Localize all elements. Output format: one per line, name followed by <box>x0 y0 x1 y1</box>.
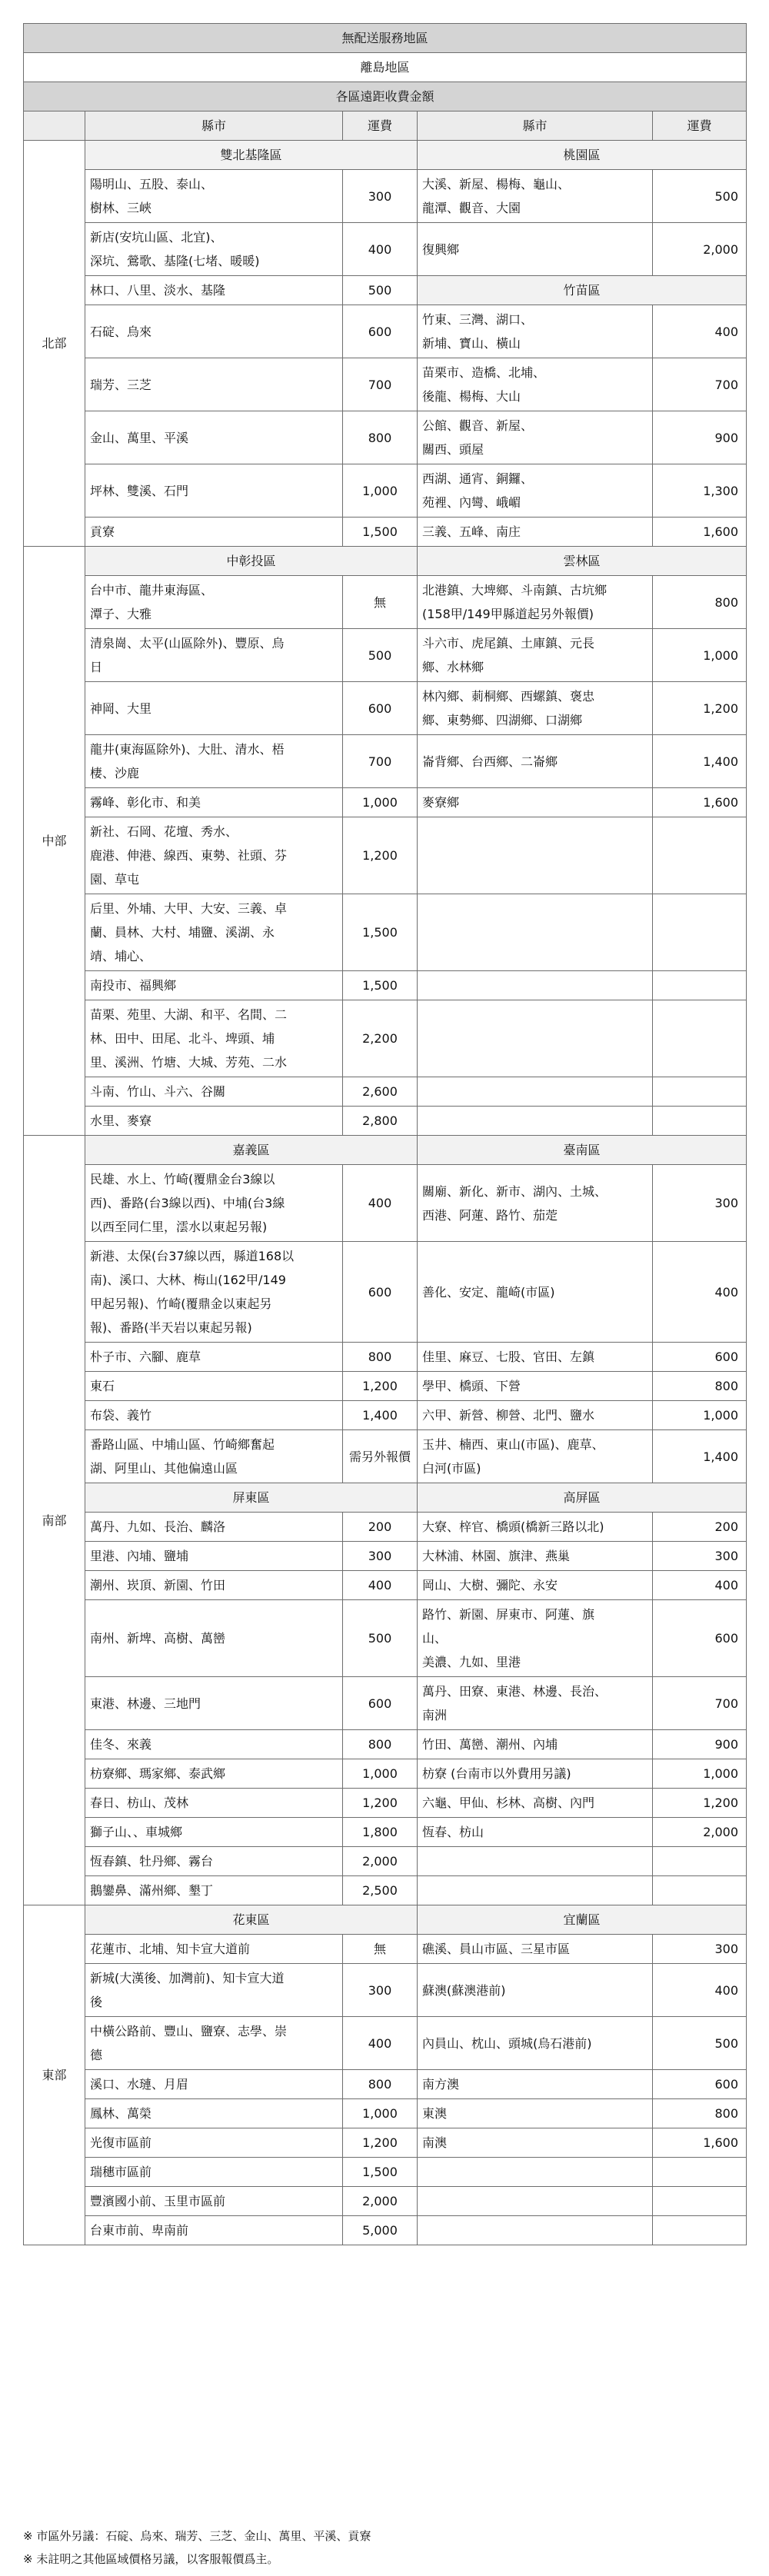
area-cell-right <box>418 2216 653 2245</box>
area-cell-right: 內員山、枕山、頭城(烏石港前) <box>418 2017 653 2070</box>
fee-cell-right: 1,200 <box>653 682 747 735</box>
fee-cell-right: 500 <box>653 170 747 223</box>
area-cell-left: 神岡、大里 <box>85 682 343 735</box>
fee-cell-right: 1,000 <box>653 629 747 682</box>
area-cell-left: 金山、萬里、平溪 <box>85 411 343 464</box>
area-cell-left: 台東市前、卑南前 <box>85 2216 343 2245</box>
fee-cell-right: 1,600 <box>653 2128 747 2158</box>
area-cell-left: 潮州、崁頂、新園、竹田 <box>85 1571 343 1600</box>
zone-header-row <box>24 1905 747 1935</box>
area-cell-right: 玉井、楠西、東山(市區)、鹿草、 白河(市區) <box>418 1430 653 1483</box>
area-cell-left: 南投市、福興鄉 <box>85 971 343 1000</box>
fee-cell-left: 2,200 <box>343 1000 418 1077</box>
area-cell-right: 復興鄉 <box>418 223 653 276</box>
fee-cell-right <box>653 971 747 1000</box>
fee-cell-right: 1,400 <box>653 1430 747 1483</box>
footnote-1: ※ 市區外另議：石碇、烏來、瑞芳、三芝、金山、萬里、平溪、貢寮 <box>23 2529 371 2543</box>
area-cell-left: 林口、八里、淡水、基隆 <box>85 276 343 305</box>
fee-cell-right: 200 <box>653 1513 747 1542</box>
table-row <box>24 735 747 788</box>
fee-cell-left: 1,400 <box>343 1401 418 1430</box>
table-row <box>24 1847 747 1876</box>
area-cell-right: 關廟、新化、新市、湖內、土城、 西港、阿蓮、路竹、茄萣 <box>418 1165 653 1242</box>
area-cell-right <box>418 894 653 971</box>
fee-cell-right: 800 <box>653 576 747 629</box>
area-cell-right <box>418 1847 653 1876</box>
fee-cell-right: 300 <box>653 1165 747 1242</box>
fee-cell-left: 1,000 <box>343 1759 418 1789</box>
fee-cell-right: 1,400 <box>653 735 747 788</box>
fee-cell-left: 1,000 <box>343 2099 418 2128</box>
table-row <box>24 817 747 894</box>
area-cell-left: 新城(大漢後、加灣前)、知卡宣大道 後 <box>85 1964 343 2017</box>
zone-right-label: 桃園區 <box>418 141 747 170</box>
area-cell-right: 六龜、甲仙、杉林、高樹、內門 <box>418 1789 653 1818</box>
area-cell-right: 佳里、麻豆、七股、官田、左鎮 <box>418 1343 653 1372</box>
fee-cell-left: 1,200 <box>343 2128 418 2158</box>
footnote-2: ※ 未註明之其他區域價格另議，以客服報價爲主。 <box>23 2552 279 2566</box>
fee-cell-right <box>653 2158 747 2187</box>
table-row <box>24 411 747 464</box>
fee-cell-right: 600 <box>653 1600 747 1677</box>
area-cell-left: 新社、石岡、花壇、秀水、 鹿港、伸港、線西、東勢、社頭、芬 園、草屯 <box>85 817 343 894</box>
fee-cell-right: 700 <box>653 1677 747 1730</box>
fee-table-body <box>24 24 747 2245</box>
fee-cell-right <box>653 817 747 894</box>
area-cell-right: 岡山、大樹、彌陀、永安 <box>418 1571 653 1600</box>
table-row <box>24 170 747 223</box>
fee-cell-left: 2,000 <box>343 1847 418 1876</box>
area-cell-left: 里港、內埔、鹽埔 <box>85 1542 343 1571</box>
fee-cell-right <box>653 2216 747 2245</box>
area-cell-left: 豐濱國小前、玉里市區前 <box>85 2187 343 2216</box>
table-title: 無配送服務地區 <box>24 24 747 53</box>
fee-cell-left: 600 <box>343 1677 418 1730</box>
fee-cell-right: 900 <box>653 411 747 464</box>
area-cell-left: 斗南、竹山、斗六、谷關 <box>85 1077 343 1107</box>
area-cell-right: 蘇澳(蘇澳港前) <box>418 1964 653 2017</box>
fee-cell-left: 1,500 <box>343 894 418 971</box>
table-row <box>24 1876 747 1905</box>
fee-cell-right: 500 <box>653 2017 747 2070</box>
county-header-right: 縣市 <box>418 111 653 141</box>
area-cell-left: 水里、麥寮 <box>85 1107 343 1136</box>
area-cell-right: 北港鎮、大埤鄉、斗南鎮、古坑鄉 (158甲/149甲縣道起另外報價) <box>418 576 653 629</box>
fee-cell-left: 500 <box>343 1600 418 1677</box>
fee-header-right: 運費 <box>653 111 747 141</box>
column-header-row <box>24 111 747 141</box>
county-header-left: 縣市 <box>85 111 343 141</box>
fee-cell-right <box>653 1847 747 1876</box>
fee-cell-left: 無 <box>343 576 418 629</box>
area-cell-left: 石碇、烏來 <box>85 305 343 358</box>
table-row <box>24 1401 747 1430</box>
area-cell-right: 南方澳 <box>418 2070 653 2099</box>
area-cell-left: 貢寮 <box>85 518 343 547</box>
fee-cell-left: 400 <box>343 2017 418 2070</box>
area-cell-left: 佳冬、來義 <box>85 1730 343 1759</box>
table-row <box>24 1372 747 1401</box>
table-row <box>24 894 747 971</box>
fee-cell-left: 700 <box>343 358 418 411</box>
region-header-cell <box>24 111 85 141</box>
table-row <box>24 971 747 1000</box>
table-row <box>24 1759 747 1789</box>
fee-cell-right: 400 <box>653 1571 747 1600</box>
zone-header-row <box>24 1136 747 1165</box>
fee-cell-right: 700 <box>653 358 747 411</box>
area-cell-left: 瑞芳、三芝 <box>85 358 343 411</box>
fee-cell-left: 1,500 <box>343 518 418 547</box>
table-row <box>24 1935 747 1964</box>
area-cell-right: 枋寮 (台南市以外費用另議) <box>418 1759 653 1789</box>
table-row <box>24 1730 747 1759</box>
title-row <box>24 24 747 53</box>
fee-cell-left: 1,200 <box>343 817 418 894</box>
area-cell-left: 東港、林邊、三地門 <box>85 1677 343 1730</box>
zone-right-label: 高屏區 <box>418 1483 747 1513</box>
fee-cell-left: 700 <box>343 735 418 788</box>
fee-cell-right: 1,600 <box>653 518 747 547</box>
table-row <box>24 2216 747 2245</box>
fee-cell-right: 600 <box>653 2070 747 2099</box>
table-row <box>24 1107 747 1136</box>
fee-cell-right: 2,000 <box>653 223 747 276</box>
fee-cell-left: 1,200 <box>343 1372 418 1401</box>
table-row <box>24 1542 747 1571</box>
fee-cell-right <box>653 1077 747 1107</box>
area-cell-left: 春日、枋山、茂林 <box>85 1789 343 1818</box>
zone-right-label: 雲林區 <box>418 547 747 576</box>
zone-left-label: 屏東區 <box>85 1483 418 1513</box>
fee-cell-left: 400 <box>343 1165 418 1242</box>
area-cell-left: 朴子市、六腳、鹿草 <box>85 1343 343 1372</box>
table-row <box>24 1600 747 1677</box>
table-row <box>24 1483 747 1513</box>
region-label: 中部 <box>24 547 85 1136</box>
table-row <box>24 1789 747 1818</box>
fee-cell-left: 1,500 <box>343 971 418 1000</box>
fee-cell-left: 600 <box>343 682 418 735</box>
table-row <box>24 788 747 817</box>
fee-cell-right: 1,000 <box>653 1401 747 1430</box>
area-cell-right: 路竹、新園、屏東市、阿蓮、旗 山、 美濃、九如、里港 <box>418 1600 653 1677</box>
table-row <box>24 1677 747 1730</box>
table-row <box>24 1000 747 1077</box>
fee-cell-right: 400 <box>653 1242 747 1343</box>
zone-right-label: 竹苗區 <box>418 276 747 305</box>
fee-cell-right: 300 <box>653 1542 747 1571</box>
fee-cell-left: 400 <box>343 1571 418 1600</box>
fee-cell-right: 1,000 <box>653 1759 747 1789</box>
area-cell-left: 鵝鑾鼻、滿州鄉、墾丁 <box>85 1876 343 1905</box>
fee-cell-right <box>653 2187 747 2216</box>
table-row <box>24 2099 747 2128</box>
fee-cell-left: 2,500 <box>343 1876 418 1905</box>
fee-cell-left: 500 <box>343 276 418 305</box>
area-cell-right: 大溪、新屋、楊梅、龜山、 龍潭、觀音、大園 <box>418 170 653 223</box>
table-row <box>24 1964 747 2017</box>
fee-cell-right <box>653 1107 747 1136</box>
area-cell-right: 大林浦、林園、旗津、燕巢 <box>418 1542 653 1571</box>
fee-header-left: 運費 <box>343 111 418 141</box>
area-cell-left: 霧峰、彰化市、和美 <box>85 788 343 817</box>
table-row <box>24 576 747 629</box>
fee-cell-right: 1,300 <box>653 464 747 518</box>
fee-cell-right: 1,200 <box>653 1789 747 1818</box>
fee-cell-right: 800 <box>653 2099 747 2128</box>
fee-cell-left: 1,800 <box>343 1818 418 1847</box>
area-cell-left: 枋寮鄉、瑪家鄉、泰武鄉 <box>85 1759 343 1789</box>
area-cell-right <box>418 971 653 1000</box>
area-cell-left: 民雄、水上、竹崎(覆鼎金台3線以 西)、番路(台3線以西)、中埔(台3線 以西至同仁里，澐水以東起另報) <box>85 1165 343 1242</box>
fee-cell-left: 1,000 <box>343 464 418 518</box>
area-cell-left: 苗栗、苑里、大湖、和平、名間、二 林、田中、田尾、北斗、埤頭、埔 里、溪洲、竹塘、大城、芳苑、二水 <box>85 1000 343 1077</box>
fee-cell-left: 200 <box>343 1513 418 1542</box>
table-row <box>24 1242 747 1343</box>
area-cell-right <box>418 1000 653 1077</box>
area-cell-left: 新港、太保(台37線以西，縣道168以 南)、溪口、大林、梅山(162甲/149 甲起另報)、竹崎(覆鼎金以東起另 報)、番路(半天岩以東起另報) <box>85 1242 343 1343</box>
table-row <box>24 276 747 305</box>
fee-cell-left: 需另外報價 <box>343 1430 418 1483</box>
fee-cell-left: 2,800 <box>343 1107 418 1136</box>
area-cell-left: 溪口、水璉、月眉 <box>85 2070 343 2099</box>
fee-table <box>23 23 747 2245</box>
fee-cell-right <box>653 1876 747 1905</box>
area-cell-right: 恆春、枋山 <box>418 1818 653 1847</box>
area-cell-right <box>418 2158 653 2187</box>
table-row <box>24 1513 747 1542</box>
table-row <box>24 2158 747 2187</box>
fee-cell-left: 800 <box>343 411 418 464</box>
region-label: 北部 <box>24 141 85 547</box>
fee-cell-right: 900 <box>653 1730 747 1759</box>
table-row <box>24 2187 747 2216</box>
table-row <box>24 2017 747 2070</box>
table-row <box>24 464 747 518</box>
fee-cell-left: 600 <box>343 305 418 358</box>
area-cell-right <box>418 1876 653 1905</box>
fee-cell-right: 400 <box>653 305 747 358</box>
zone-left-label: 嘉義區 <box>85 1136 418 1165</box>
area-cell-left: 萬丹、九如、長治、麟洛 <box>85 1513 343 1542</box>
area-cell-left: 番路山區、中埔山區、竹崎鄉奮起 湖、阿里山、其他偏遠山區 <box>85 1430 343 1483</box>
area-cell-right <box>418 1077 653 1107</box>
fee-cell-left: 500 <box>343 629 418 682</box>
area-cell-left: 恆春鎮、牡丹鄉、霧台 <box>85 1847 343 1876</box>
area-cell-right: 礁溪、員山市區、三星市區 <box>418 1935 653 1964</box>
zone-right-label: 宜蘭區 <box>418 1905 747 1935</box>
area-cell-left: 中橫公路前、豐山、鹽寮、志學、崇 德 <box>85 2017 343 2070</box>
table-row <box>24 1077 747 1107</box>
table-row <box>24 2128 747 2158</box>
area-cell-left: 新店(安坑山區、北宜)、 深坑、鶯歌、基隆(七堵、暖暖) <box>85 223 343 276</box>
zone-right-label: 臺南區 <box>418 1136 747 1165</box>
fee-cell-left: 800 <box>343 2070 418 2099</box>
subtitle-row <box>24 53 747 82</box>
area-cell-right <box>418 1107 653 1136</box>
fee-cell-left: 2,000 <box>343 2187 418 2216</box>
area-cell-left: 陽明山、五股、泰山、 樹林、三峽 <box>85 170 343 223</box>
fee-cell-left: 600 <box>343 1242 418 1343</box>
area-cell-right: 東澳 <box>418 2099 653 2128</box>
table-row <box>24 1165 747 1242</box>
area-cell-right: 大寮、梓官、橋頭(橋新三路以北) <box>418 1513 653 1542</box>
zone-header-row <box>24 141 747 170</box>
area-cell-right <box>418 817 653 894</box>
area-cell-right: 六甲、新營、柳營、北門、鹽水 <box>418 1401 653 1430</box>
area-cell-right: 林內鄉、莿桐鄉、西螺鎮、褒忠 鄉、東勢鄉、四湖鄉、口湖鄉 <box>418 682 653 735</box>
fee-cell-right <box>653 1000 747 1077</box>
fee-cell-left: 300 <box>343 1964 418 2017</box>
fee-cell-left: 800 <box>343 1730 418 1759</box>
table-row <box>24 1343 747 1372</box>
area-cell-right: 善化、安定、龍崎(市區) <box>418 1242 653 1343</box>
fee-cell-right: 1,600 <box>653 788 747 817</box>
area-cell-left: 布袋、義竹 <box>85 1401 343 1430</box>
table-row <box>24 1571 747 1600</box>
fee-cell-left: 1,200 <box>343 1789 418 1818</box>
zone-header-row <box>24 547 747 576</box>
zone-left-label: 中彰投區 <box>85 547 418 576</box>
area-cell-left: 東石 <box>85 1372 343 1401</box>
fee-cell-left: 300 <box>343 170 418 223</box>
zone-left-label: 雙北基隆區 <box>85 141 418 170</box>
area-cell-left: 花蓮市、北埔、知卡宣大道前 <box>85 1935 343 1964</box>
area-cell-left: 光復市區前 <box>85 2128 343 2158</box>
area-cell-left: 鳳林、萬榮 <box>85 2099 343 2128</box>
heading-row <box>24 82 747 111</box>
area-cell-right: 南澳 <box>418 2128 653 2158</box>
area-cell-left: 獅子山、、車城鄉 <box>85 1818 343 1847</box>
table-row <box>24 223 747 276</box>
table-row <box>24 629 747 682</box>
fee-cell-right: 400 <box>653 1964 747 2017</box>
fee-cell-left: 1,000 <box>343 788 418 817</box>
area-cell-right: 竹田、萬巒、潮州、內埔 <box>418 1730 653 1759</box>
fee-cell-right: 2,000 <box>653 1818 747 1847</box>
area-cell-right: 麥寮鄉 <box>418 788 653 817</box>
fee-cell-left: 800 <box>343 1343 418 1372</box>
fee-cell-left: 300 <box>343 1542 418 1571</box>
zone-left-label: 花東區 <box>85 1905 418 1935</box>
fee-cell-left: 400 <box>343 223 418 276</box>
footnotes <box>23 2524 746 2571</box>
area-cell-right: 公館、觀音、新屋、 關西、頭屋 <box>418 411 653 464</box>
area-cell-left: 坪林、雙溪、石門 <box>85 464 343 518</box>
fee-cell-left: 2,600 <box>343 1077 418 1107</box>
table-row <box>24 358 747 411</box>
table-heading: 各區遠距收費金額 <box>24 82 747 111</box>
region-label: 南部 <box>24 1136 85 1905</box>
fee-cell-right: 600 <box>653 1343 747 1372</box>
fee-cell-right: 300 <box>653 1935 747 1964</box>
fee-cell-left: 1,500 <box>343 2158 418 2187</box>
region-label: 東部 <box>24 1905 85 2245</box>
area-cell-right: 三義、五峰、南庄 <box>418 518 653 547</box>
area-cell-left: 瑞穗市區前 <box>85 2158 343 2187</box>
area-cell-right: 斗六市、虎尾鎮、土庫鎮、元長 鄉、水林鄉 <box>418 629 653 682</box>
area-cell-right: 竹東、三灣、湖口、 新埔、寶山、橫山 <box>418 305 653 358</box>
table-row <box>24 682 747 735</box>
table-subtitle: 離島地區 <box>24 53 747 82</box>
area-cell-right <box>418 2187 653 2216</box>
area-cell-right: 崙背鄉、台西鄉、二崙鄉 <box>418 735 653 788</box>
fee-cell-right <box>653 894 747 971</box>
fee-cell-left: 無 <box>343 1935 418 1964</box>
fee-cell-left: 5,000 <box>343 2216 418 2245</box>
area-cell-left: 南州、新埤、高樹、萬巒 <box>85 1600 343 1677</box>
area-cell-right: 苗栗市、造橋、北埔、 後龍、楊梅、大山 <box>418 358 653 411</box>
table-row <box>24 1430 747 1483</box>
area-cell-left: 清泉崗、太平(山區除外)、豐原、烏 日 <box>85 629 343 682</box>
area-cell-left: 后里、外埔、大甲、大安、三義、卓 蘭、員林、大村、埔鹽、溪湖、永 靖、埔心、 <box>85 894 343 971</box>
table-row <box>24 1818 747 1847</box>
table-row <box>24 305 747 358</box>
area-cell-right: 學甲、橋頭、下營 <box>418 1372 653 1401</box>
table-row <box>24 2070 747 2099</box>
fee-cell-right: 800 <box>653 1372 747 1401</box>
area-cell-left: 龍井(東海區除外)、大肚、清水、梧 棲、沙鹿 <box>85 735 343 788</box>
table-row <box>24 518 747 547</box>
area-cell-right: 西湖、通宵、銅鑼、 苑裡、內彎、峨嵋 <box>418 464 653 518</box>
area-cell-right: 萬丹、田寮、東港、林邊、長治、 南洲 <box>418 1677 653 1730</box>
area-cell-left: 台中市、龍井東海區、 潭子、大雅 <box>85 576 343 629</box>
